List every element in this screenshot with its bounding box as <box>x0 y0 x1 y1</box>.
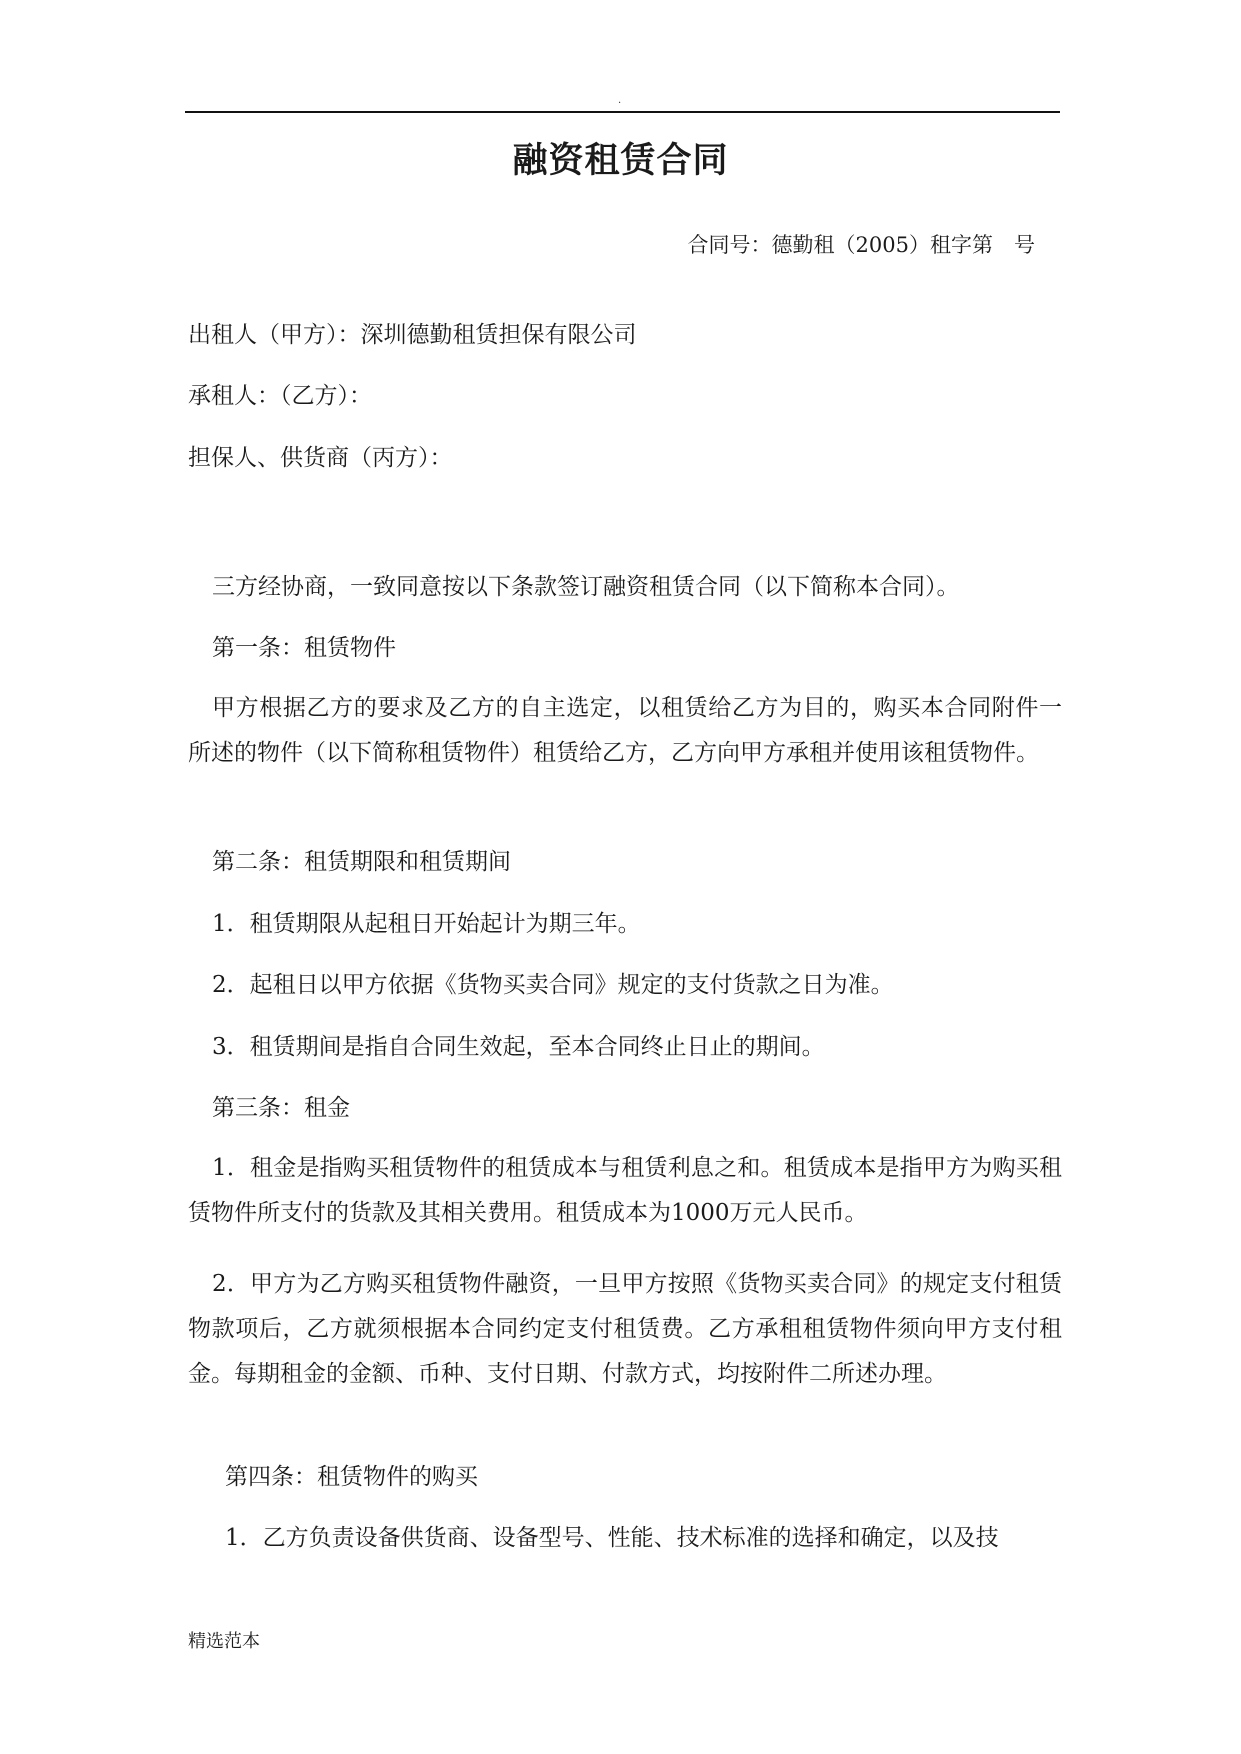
party-lessor: 出租人（甲方）：深圳德勤租赁担保有限公司 <box>188 322 637 348</box>
article-3-heading: 第三条：租金 <box>212 1095 350 1121</box>
party-lessee: 承租人：（乙方）： <box>188 383 372 409</box>
document-title: 融资租赁合同 <box>512 140 729 181</box>
article-2-item: 2．起租日以甲方依据《货物买卖合同》规定的支付货款之日为准。 <box>212 972 894 998</box>
article-2-item: 1．租赁期限从起租日开始起计为期三年。 <box>212 911 641 937</box>
intro-paragraph: 三方经协商，一致同意按以下条款签订融资租赁合同（以下简称本合同）。 <box>212 574 960 600</box>
article-4-item: 1．乙方负责设备供货商、设备型号、性能、技术标准的选择和确定，以及技 <box>225 1525 999 1551</box>
contract-number: 合同号：德勤租（2005）租字第 号 <box>687 233 1035 257</box>
article-2-item: 3．租赁期间是指自合同生效起，至本合同终止日止的期间。 <box>212 1034 825 1060</box>
footer-label: 精选范本 <box>188 1631 260 1652</box>
header-rule <box>185 111 1060 113</box>
article-4-heading: 第四条：租赁物件的购买 <box>225 1464 478 1490</box>
article-2-heading: 第二条：租赁期限和租赁期间 <box>212 849 511 875</box>
article-1-text: 甲方根据乙方的要求及乙方的自主选定，以租赁给乙方为目的，购买本合同附件一所述的物件（以下简称租赁物件）租赁给乙方，乙方向甲方承租并使用该租赁物件。 <box>188 695 1062 766</box>
header-dot: . <box>618 95 622 106</box>
article-1-heading: 第一条：租赁物件 <box>212 635 396 661</box>
party-guarantor: 担保人、供货商（丙方）： <box>188 445 453 471</box>
article-3-item: 2．甲方为乙方购买租赁物件融资，一旦甲方按照《货物买卖合同》的规定支付租赁物款项后，乙方就须根据本合同约定支付租赁费。乙方承租租赁物件须向甲方支付租金。每期租金的金额、币种、支付日期、付款方式，均按附件二所述办理。 <box>188 1271 1062 1387</box>
article-3-item: 1．租金是指购买租赁物件的租赁成本与租赁利息之和。租赁成本是指甲方为购买租赁物件所支付的货款及其相关费用。租赁成本为1000万元人民币。 <box>188 1155 1062 1226</box>
